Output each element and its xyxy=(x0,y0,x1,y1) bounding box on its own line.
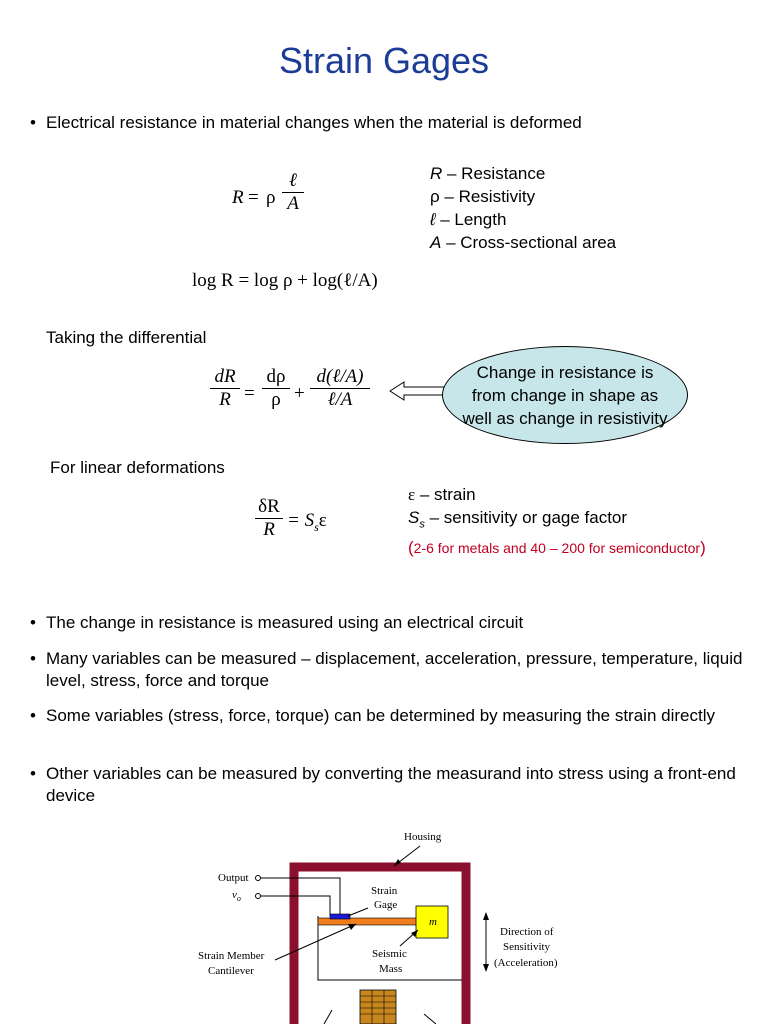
callout-text: Change in resistance is from change in shape as well as change in resistivity xyxy=(462,362,668,428)
bullet-text: Many variables can be measured – displacement, acceleration, pressure, temperature, liquid level, stress, force and torque xyxy=(46,649,743,690)
page-title: Strain Gages xyxy=(278,40,490,81)
legend-item: A – Cross-sectional area xyxy=(430,233,617,252)
seismic-label-1: Seismic xyxy=(372,948,407,960)
log-equation: log R = log ρ + log(ℓ/A) xyxy=(192,270,378,291)
output-terminal-2 xyxy=(256,894,261,899)
bullet-bottom-3 xyxy=(30,705,750,749)
bullet-dot: • xyxy=(30,649,36,668)
bullet-dot: • xyxy=(30,706,36,725)
bullet-dot: • xyxy=(30,764,36,783)
resistance-legend xyxy=(430,162,730,254)
cantilever-label-1: Strain Member xyxy=(198,950,265,962)
wire-1 xyxy=(261,878,340,916)
eq-equals: = xyxy=(248,187,259,208)
legend-item: ρ – Resistivity xyxy=(430,187,536,206)
strain-gage-pointer xyxy=(348,908,368,916)
bullet-text: The change in resistance is measured using an electrical circuit xyxy=(46,613,524,632)
bullet-dot: • xyxy=(30,113,36,132)
eq-r: R xyxy=(232,187,244,208)
bullet-text: Some variables (stress, force, torque) can be determined by measuring the strain directly xyxy=(46,706,715,725)
direction-label-2: Sensitivity xyxy=(503,941,551,953)
taking-differential-label: Taking the differential xyxy=(46,328,207,347)
linear-equation xyxy=(255,496,355,548)
diff-term1: $\frac{d\rho}{\rho}$ xyxy=(262,366,290,411)
bullet-bottom-4 xyxy=(30,763,750,807)
differential-equation xyxy=(210,366,380,426)
lin-lhs: $\frac{\delta R}{R}$ xyxy=(255,496,283,541)
bullet-text: Other variables can be measured by converting the measurand into stress using a front-end device xyxy=(46,764,736,805)
output-label: Output xyxy=(218,872,249,884)
housing-label: Housing xyxy=(404,831,442,843)
strain-gage xyxy=(330,914,350,919)
diff-plus: + xyxy=(294,383,305,404)
resistance-equation xyxy=(232,170,312,230)
mass-label: m xyxy=(429,916,437,928)
gage-factor-note: (2-6 for metals and 40 – 200 for semiconductor) xyxy=(408,538,706,558)
bullet-dot: • xyxy=(30,613,36,632)
legend-item: R – Resistance xyxy=(430,164,546,183)
direction-label-3: (Acceleration) xyxy=(494,957,558,969)
eq-num: ℓ xyxy=(282,170,304,193)
cantilever-pointer xyxy=(275,924,356,960)
direction-label-1: Direction of xyxy=(500,926,554,938)
eq-den: A xyxy=(287,193,299,214)
eq-rho: ρ xyxy=(266,187,276,208)
bullet-bottom-2 xyxy=(30,648,750,692)
legend-strain: ε – strain xyxy=(408,485,476,504)
damper xyxy=(360,990,396,1024)
callout-arrow xyxy=(388,380,450,402)
diff-lhs: $\frac{dR}{R}$ xyxy=(210,366,240,411)
linear-deformations-label: For linear deformations xyxy=(50,458,225,477)
diff-term2: d(ℓ/A) ℓ/A xyxy=(310,366,370,411)
lin-rhs: = $S_s\varepsilon$ xyxy=(287,510,327,534)
bullet-text: Electrical resistance in material changes when the material is deformed xyxy=(46,113,582,132)
callout-ellipse xyxy=(442,346,688,444)
output-terminal-1 xyxy=(256,876,261,881)
diff-equals: = xyxy=(244,383,255,404)
bullet-bottom-1 xyxy=(30,612,750,634)
vo-label: $v_o$ xyxy=(232,889,241,903)
legend-item: ℓ – Length xyxy=(430,210,507,229)
strain-legend xyxy=(408,483,748,560)
accelerometer-diagram xyxy=(0,820,768,1024)
legend-gage-factor: $S_s$ – sensitivity or gage factor xyxy=(408,508,628,531)
strain-gage-label-1: Strain xyxy=(371,885,398,897)
cantilever-label-2: Cantilever xyxy=(208,965,254,977)
seismic-label-2: Mass xyxy=(379,963,403,975)
eq-fraction xyxy=(282,170,304,215)
strain-gage-label-2: Gage xyxy=(374,899,398,911)
bullet-top-1 xyxy=(30,112,750,134)
